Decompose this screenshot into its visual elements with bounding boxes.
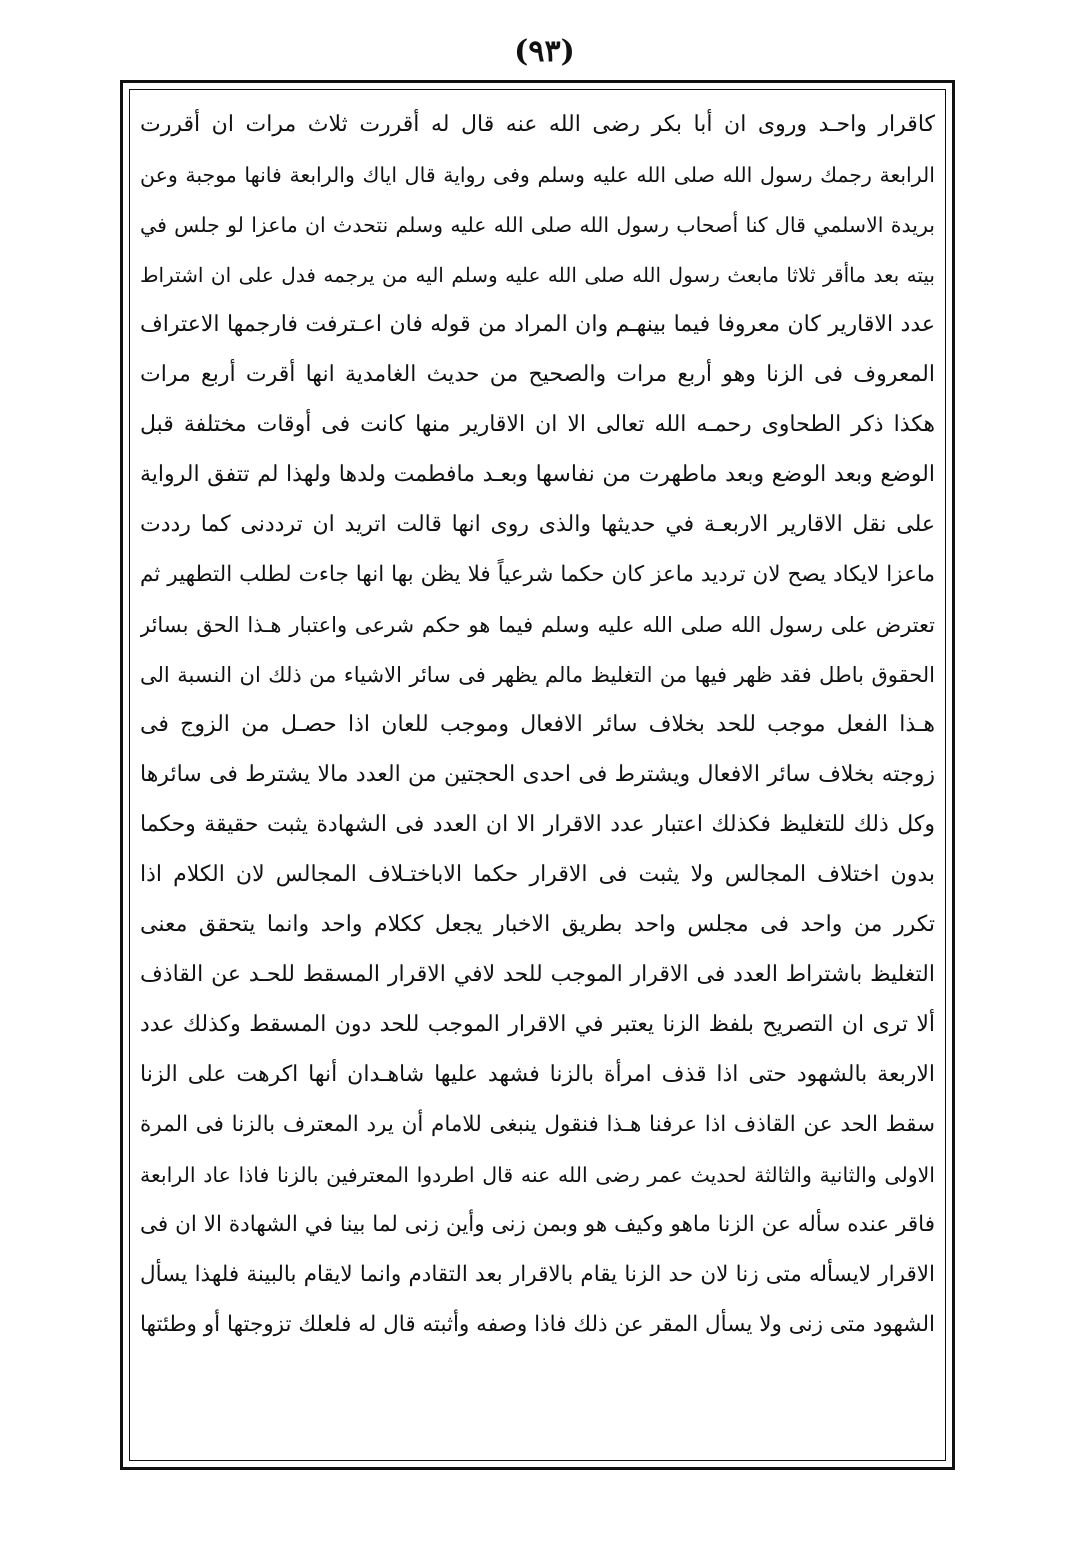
text-line: الاولى والثانية والثالثة لحديث عمر رضى الله عنه قال اطردوا المعترفين بالزنا فاذا عاد الرابعة: [140, 1163, 935, 1187]
text-line: هكذا ذكر الطحاوى رحمـه الله تعالى الا ان الاقارير منها كانت فى أوقات مختلفة قبل: [140, 412, 935, 437]
text-line: هـذا الفعل موجب للحد بخلاف سائر الافعال وموجب للعان اذا حصـل من الزوج فى: [140, 712, 935, 737]
text-line: زوجته بخلاف سائر الافعال ويشترط فى احدى الحجتين من العدد مالا يشترط فى سائرها: [140, 762, 935, 787]
text-line: الاربعة بالشهود حتى اذا قذف امرأة بالزنا فشهد عليها شاهـدان أنها اكرهت على الزنا: [140, 1062, 935, 1087]
text-line: عدد الاقارير كان معروفا فيما بينهـم وان المراد من قوله فان اعـترفت فارجمها الاعتراف: [140, 312, 935, 337]
text-line: التغليظ باشتراط العدد فى الاقرار الموجب للحد لافي الاقرار المسقط للحـد عن القاذف: [140, 962, 935, 987]
text-line: بيته بعد ماأقر ثلاثا مابعث رسول الله صلى الله عليه وسلم اليه من يرجمه فدل على ان اشتراط: [140, 263, 935, 287]
text-line: ألا ترى ان التصريح بلفظ الزنا يعتبر في الاقرار الموجب للحد دون المسقط وكذلك عدد: [140, 1012, 935, 1037]
text-line: الحقوق باطل فقد ظهر فيها من التغليظ مالم يظهر فى سائر الاشياء من ذلك ان النسبة الى: [140, 663, 935, 687]
page-number: (٩٣): [514, 34, 575, 69]
text-line: ماعزا لايكاد يصح لان ترديد ماعز كان حكما شرعياً فلا يظن بها انها جاءت لطلب التطهير ثم: [140, 562, 935, 587]
text-line: تكرر من واحد فى مجلس واحد بطريق الاخبار يجعل ككلام واحد وانما يتحقق معنى: [140, 912, 935, 937]
text-line: فاقر عنده سأله عن الزنا ماهو وكيف هو وبمن زنى وأين زنى لما بينا في الشهادة الا ان فى: [140, 1212, 935, 1237]
text-line: الشهود متى زنى ولا يسأل المقر عن ذلك فاذا وصفه وأثبته قال له فلعلك تزوجتها أو وطئتها: [140, 1312, 935, 1337]
text-line: سقط الحد عن القاذف اذا عرفنا هـذا فنقول ينبغى للامام أن يرد المعترف بالزنا فى المرة: [140, 1112, 935, 1137]
text-line: بدون اختلاف المجالس ولا يثبت فى الاقرار حكما الاباختـلاف المجالس لان الكلام اذا: [140, 862, 935, 887]
body-text: [140, 100, 935, 1450]
text-line: الوضع وبعد الوضع وبعد ماطهرت من نفاسها وبعـد مافطمت ولدها ولهذا لم تتفق الرواية: [140, 462, 935, 487]
text-line: على نقل الاقارير الاربعـة في حديثها والذى روى انها قالت اتريد ان ترددنى كما رددت: [140, 512, 935, 537]
text-line: وكل ذلك للتغليظ فكذلك اعتبار عدد الاقرار الا ان العدد فى الشهادة يثبت حقيقة وحكما: [140, 812, 935, 837]
text-line: المعروف فى الزنا وهو أربع مرات والصحيح من حديث الغامدية انها أقرت أربع مرات: [140, 362, 935, 387]
text-line: تعترض على رسول الله صلى الله عليه وسلم فيما هو حكم شرعى واعتبار هـذا الحق بسائر: [140, 613, 935, 637]
text-line: بريدة الاسلمي قال كنا أصحاب رسول الله صلى الله عليه وسلم نتحدث ان ماعزا لو جلس في: [140, 213, 935, 237]
text-line: كاقرار واحـد وروى ان أبا بكر رضى الله عنه قال له أقررت ثلاث مرات ان أقررت: [140, 112, 935, 137]
text-line: الاقرار لايسأله متى زنا لان حد الزنا يقام بالاقرار بعد التقادم وانما لايقام بالبينة فلهذا يسأل: [140, 1262, 935, 1287]
text-line: الرابعة رجمك رسول الله صلى الله عليه وسلم وفى رواية قال اياك والرابعة فانها موجبة وعن: [140, 163, 935, 187]
